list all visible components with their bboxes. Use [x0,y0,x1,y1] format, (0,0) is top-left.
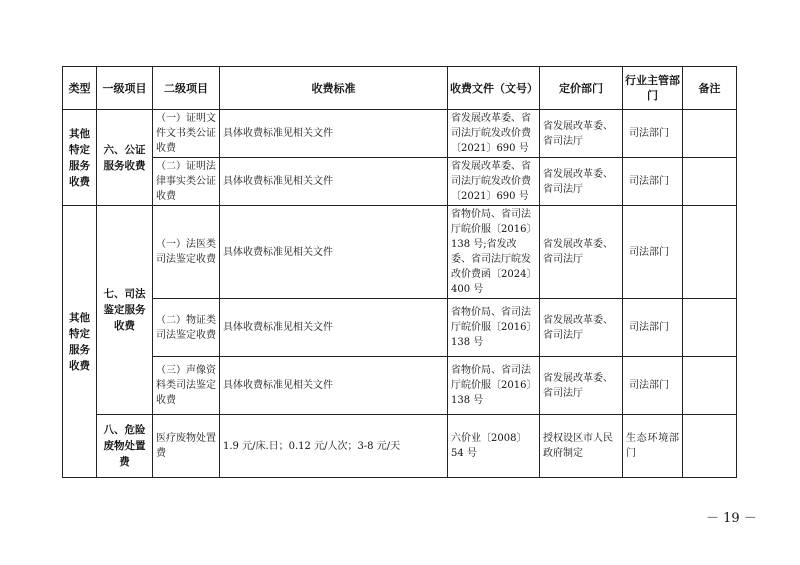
remark-cell [683,110,737,158]
fee-table [62,66,737,478]
standard-cell: 具体收费标准见相关文件 [220,357,448,415]
standard-cell: 具体收费标准见相关文件 [220,299,448,357]
standard-cell: 1.9 元/床.日；0.12 元/人次；3-8 元/天 [220,415,448,478]
remark-cell [683,357,737,415]
level2-cell: （二）证明法律事实类公证收费 [153,158,220,206]
level1-cell: 七、司法鉴定服务收费 [97,206,153,415]
header-type: 类型 [63,67,97,110]
document-cell: 省物价局、省司法厅皖价服〔2016〕138 号 [448,299,540,357]
document-cell: 省物价局、省司法厅皖价服〔2016〕138 号 [448,357,540,415]
table-row [63,110,737,158]
industry-cell: 司法部门 [623,357,683,415]
table-row [63,299,737,357]
document-cell: 省物价局、省司法厅皖价服〔2016〕138 号;省发改委、省司法厅皖发改价费函〔2024〕400 号 [448,206,540,299]
remark-cell [683,299,737,357]
pricing-cell: 省发展改革委、省司法厅 [540,110,623,158]
header-level2: 二级项目 [153,67,220,110]
industry-cell: 司法部门 [623,158,683,206]
industry-cell: 生态环境部门 [623,415,683,478]
pricing-cell: 省发展改革委、省司法厅 [540,206,623,299]
table-row [63,357,737,415]
remark-cell [683,415,737,478]
header-row [63,67,737,110]
remark-cell [683,206,737,299]
table-row [63,206,737,299]
level1-cell: 六、公证服务收费 [97,110,153,206]
pricing-cell: 省发展改革委、省司法厅 [540,357,623,415]
header-remark: 备注 [683,67,737,110]
industry-cell: 司法部门 [623,110,683,158]
level2-cell: （一）法医类司法鉴定收费 [153,206,220,299]
standard-cell: 具体收费标准见相关文件 [220,158,448,206]
table-row [63,158,737,206]
type-cell: 其他特定服务收费 [63,110,97,206]
industry-cell: 司法部门 [623,299,683,357]
header-industry: 行业主管部门 [623,67,683,110]
header-document: 收费文件（文号） [448,67,540,110]
standard-cell: 具体收费标准见相关文件 [220,206,448,299]
level2-cell: （一）证明文件文书类公证收费 [153,110,220,158]
document-cell: 省发展改革委、省司法厅皖发改价费〔2021〕690 号 [448,110,540,158]
level2-cell: （二）物证类司法鉴定收费 [153,299,220,357]
document-cell: 省发展改革委、省司法厅皖发改价费〔2021〕690 号 [448,158,540,206]
header-level1: 一级项目 [97,67,153,110]
type-cell: 其他特定服务收费 [63,206,97,478]
industry-cell: 司法部门 [623,206,683,299]
pricing-cell: 省发展改革委、省司法厅 [540,299,623,357]
header-pricing: 定价部门 [540,67,623,110]
level2-cell: 医疗废物处置费 [153,415,220,478]
level1-cell: 八、危险废物处置费 [97,415,153,478]
document-cell: 六价业〔2008〕54 号 [448,415,540,478]
pricing-cell: 省发展改革委、省司法厅 [540,158,623,206]
pricing-cell: 授权设区市人民政府制定 [540,415,623,478]
standard-cell: 具体收费标准见相关文件 [220,110,448,158]
level2-cell: （三）声像资料类司法鉴定收费 [153,357,220,415]
header-standard: 收费标准 [220,67,448,110]
page-number: － 19 － [706,511,757,526]
remark-cell [683,158,737,206]
table-row [63,415,737,478]
